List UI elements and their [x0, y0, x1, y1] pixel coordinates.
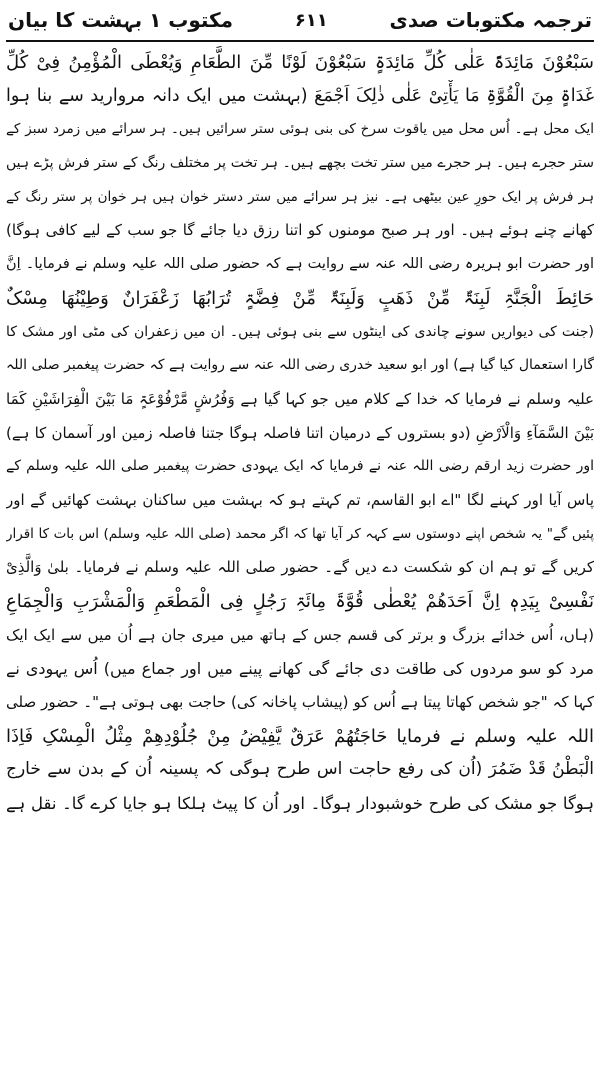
text-line: ستر حجرے ہیں۔ ہر حجرے میں ستر تخت بچھے ہیں۔ ہر تخت پر مختلف رنگ کے ستر فرش پڑے ہیں: [6, 155, 594, 172]
text-line: ایک محل ہے۔ اُس محل میں یاقوت سرخ کی بنی ہوئی ستر سرائیں ہیں۔ ہر سرائے میں زمرد سبز کے: [6, 121, 594, 138]
text-line: سَبْعُوْنَ مَائِدَۃً عَلٰی کُلِّ مَائِدَۃٍ سَبْعُوْنَ لَوْنًا مِّنَ الطَّعَامِ وَیُعْطَی الْمُؤْمِنُ فِیْ کُلِّ: [6, 52, 594, 73]
text-line: بَیْنَ السَّمَآءِ وَالْاَرْضِ (دو بستروں کے درمیان اتنا فاصلہ ہوگا جتنا فاصلہ زمین اور آسمان کا ہے): [6, 423, 594, 442]
page-number: ۶۱۱: [294, 9, 328, 31]
text-line: اللہ علیہ وسلم نے فرمایا حَاجَتُھُمْ عَرَقٌ یَّفِیْضُ مِنْ جُلُوْدِھِمْ مِثْلُ الْمِسْکِ فَاِذَا: [6, 725, 594, 747]
text-line: گارا استعمال کیا گیا ہے) اور ابو سعید خدری رضی اللہ عنہ سے روایت ہے کہ حضرت پیغمبر صلی اللہ: [6, 357, 594, 374]
text-line: ہوگا جو مشک کی طرح خوشبودار ہوگا۔ اور اُن کا پیٹ ہلکا ہو جایا کرے گا۔ نقل ہے: [6, 794, 594, 814]
text-line: (ہاں، اُس خدائے بزرگ و برتر کی قسم جس کے ہاتھ میں میری جان ہے اُن میں سے ایک ایک: [6, 625, 594, 644]
book-title: ترجمہ مکتوبات صدی: [389, 8, 592, 32]
text-line: مرد کو سو مردوں کی طاقت دی جائے گی کھانے پینے میں اور جماع میں) اُس یہودی نے: [6, 659, 594, 679]
text-line: کھانے چنے ہوئے ہیں۔ اور ہر صبح مومنوں کو اتنا رزق دیا جائے گا جو سب کے لیے کافی ہوگا): [6, 221, 594, 240]
text-line: نَفْسِیْ بِیَدِہٖ اِنَّ اَحَدَھُمْ یُعْطٰی قُوَّۃَ مِائَۃِ رَجُلٍ فِی الْمَطْعَمِ وَالْمَشْرَبِ وَالْجِمَاعِ: [6, 591, 594, 612]
text-line: کہا کہ "جو شخص کھاتا پیتا ہے اُس کو (پیشاب پاخانہ کی) حاجت بھی ہوتی ہے"۔ حضور صلی: [6, 693, 594, 712]
text-line: غَدَاۃٍ مِنَ الْقُوَّۃِ مَا یَأْتِیْ عَلٰی ذٰلِکَ اَجْمَعَ (بہشت میں ایک دانہ مروارید سے بنا ہوا: [6, 85, 594, 106]
text-line: ہر فرش پر ایک حورِ عین بیٹھی ہے۔ نیز ہر سرائے میں ستر دستر خوان ہیں ہر خوان پر ستر رنگ کے: [6, 188, 594, 205]
text-line: پئیں گے" یہ شخص اپنے دوستوں سے کہہ کر آیا تھا کہ اگر محمد (صلی اللہ علیہ وسلم) اس بات کا اقرار: [6, 525, 594, 542]
text-line: (جنت کی دیواریں سونے چاندی کی اینٹوں سے بنی ہوئی ہیں۔ ان میں زعفران کی مٹی اور مشک کا: [6, 323, 594, 340]
page-header: [0, 0, 600, 40]
page-body: [6, 46, 594, 821]
chapter-title: مکتوب ۱ بہشت کا بیان: [8, 8, 234, 32]
text-line: اور حضرت زید ارقم رضی اللہ عنہ نے فرمایا کہ ایک یہودی حضرت پیغمبر صلی اللہ علیہ وسلم کے: [6, 458, 594, 475]
text-line: حَائِطَ الْجَنَّۃِ لَبِنَۃٌ مِّنْ ذَھَبٍ وَلَبِنَۃٌ مِّنْ فِضَّۃٍ تُرَابُھَا زَعْفَرَانٌ وَطِیْنُھَا مِسْکٌ: [6, 287, 594, 309]
text-line: پاس آیا اور کہنے لگا "اے ابو القاسم، تم کہتے ہو کہ بہشت میں ساکنان بہشت کھائیں گے اور: [6, 490, 594, 509]
text-line: کریں گے تو ہم ان کو شکست دے دیں گے۔ حضور صلی اللہ علیہ وسلم نے فرمایا۔ بلیٰ وَالَّذِیْ: [6, 558, 594, 577]
text-line: علیہ وسلم نے فرمایا کہ خدا کے کلام میں جو کہا گیا ہے وَفُرُشٍ مَّرْفُوْعَۃٍ مَا بَیْنَ الْفِرَاشَیْنِ کَمَا: [6, 389, 594, 408]
text-line: اور حضرت ابو ہریرہ رضی اللہ عنہ سے روایت ہے کہ حضور صلی اللہ علیہ وسلم نے فرمایا۔ اِنَّ: [6, 256, 594, 273]
text-line: الْبَطْنُ قَدْ ضَمُرَ (اُن کی رفع حاجت اس طرح ہوگی کہ پسینہ اُن کے بدن سے خارج: [6, 759, 594, 780]
header-rule: [6, 40, 594, 42]
